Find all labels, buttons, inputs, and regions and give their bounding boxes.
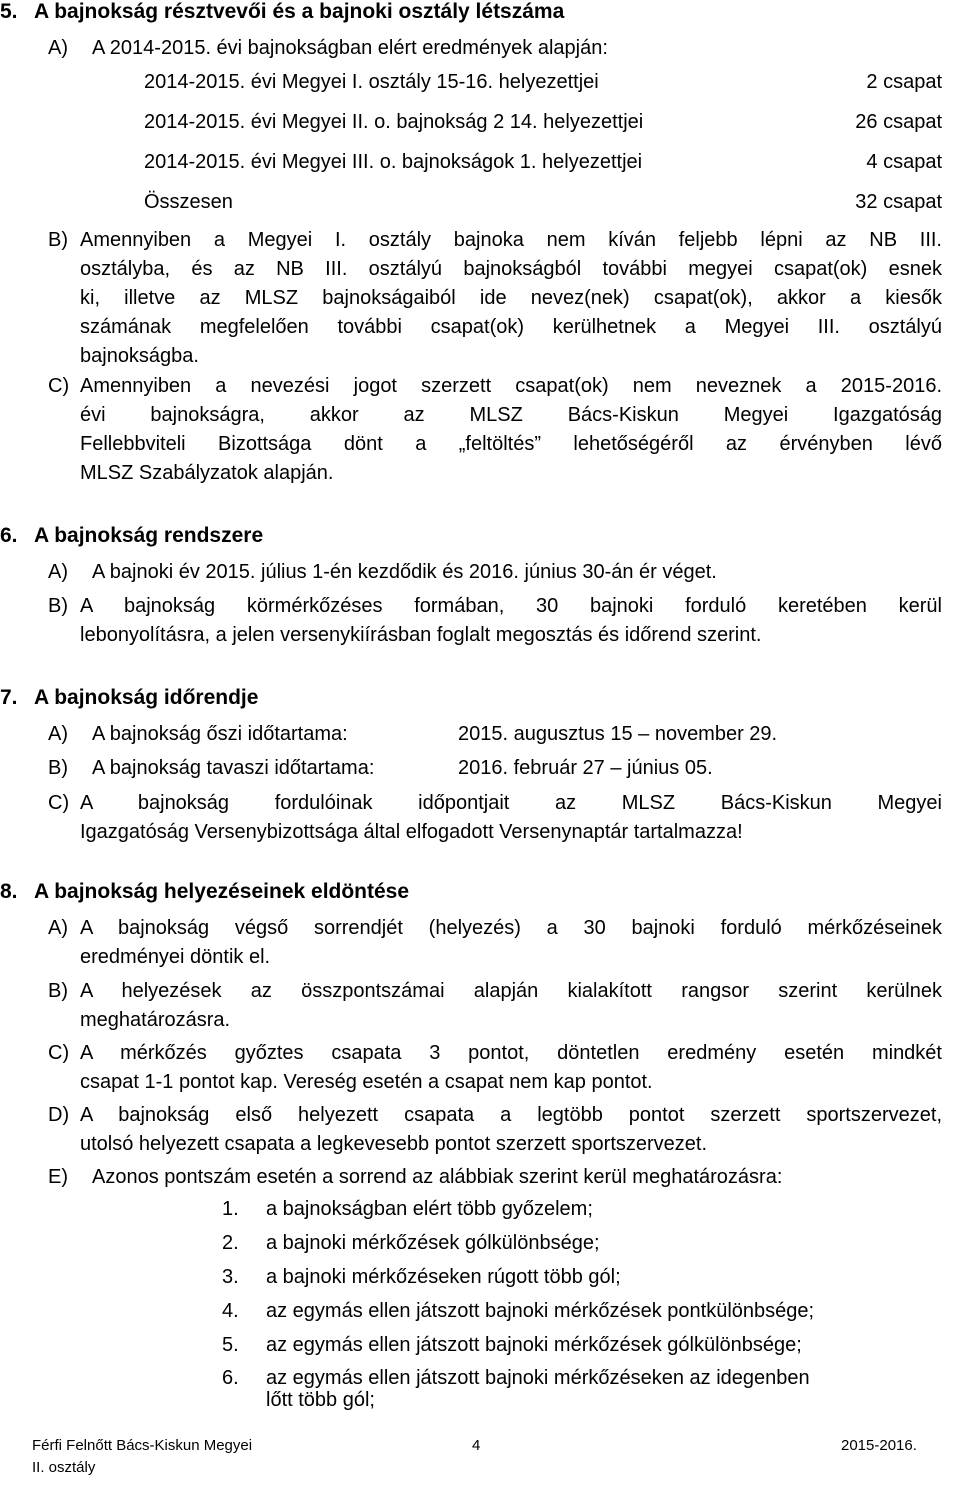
label-8e: E) [48,1166,68,1188]
text-5a: A 2014-2015. évi bajnokságban elért eredmények alapján: [92,37,608,59]
label-8b: B) [48,980,68,1002]
text-5b-l1: Amennyiben a Megyei I. osztály bajnoka nem kíván feljebb lépni az NB III. [80,229,942,251]
text-8b-l1: A helyezések az összpontszámai alapján kialakított rangsor szerint kerülnek [80,980,942,1002]
text-5b-l4: számának megfelelően további csapat(ok) kerülhetnek a Megyei III. osztályú [80,316,942,338]
row-value-2: 26 csapat [855,111,942,133]
text-5b-l2: osztályba, és az NB III. osztályú bajnokságból további megyei csapat(ok) esnek [80,258,942,280]
list-item: az egymás ellen játszott bajnoki mérkőzések gólkülönbsége; [266,1334,802,1356]
label-7a: A) [48,723,68,745]
label-6b: B) [48,595,68,617]
label-5c: C) [48,375,70,397]
row-value-3: 4 csapat [866,151,942,173]
text-8c-l2: csapat 1-1 pontot kap. Vereség esetén a csapat nem kap pontot. [80,1071,653,1093]
text-7a-key: A bajnokság őszi időtartama: [92,723,348,745]
label-7b: B) [48,757,68,779]
text-5c-l1: Amennyiben a nevezési jogot szerzett csapat(ok) nem neveznek a 2015-2016. [80,375,942,397]
list-item-number: 5. [222,1334,239,1356]
text-8d-l1: A bajnokság első helyezett csapata a legtöbb pontot szerzett sportszervezet, [80,1104,942,1126]
text-6a: A bajnoki év 2015. július 1-én kezdődik és 2016. június 30-án ér véget. [92,561,717,583]
list-item-continuation: lőtt több gól; [266,1389,375,1411]
text-7a-value: 2015. augusztus 15 – november 29. [458,723,778,745]
list-item: az egymás ellen játszott bajnoki mérkőzéseken az idegenben [266,1367,810,1389]
page-number: 4 [472,1437,481,1454]
row-label-2: 2014-2015. évi Megyei II. o. bajnokság 2 14. helyezettjei [144,111,644,133]
label-7c: C) [48,792,70,814]
text-5b-l3: ki, illetve az MLSZ bajnokságaiból ide nevez(nek) csapat(ok), akkor a kiesők [80,287,942,309]
list-item: a bajnoki mérkőzéseken rúgott több gól; [266,1266,621,1288]
list-item-number: 1. [222,1198,239,1220]
label-5a: A) [48,37,68,59]
text-5c-l2: évi bajnokságra, akkor az MLSZ Bács-Kiskun Megyei Igazgatóság [80,404,942,426]
section-8-heading: 8. A bajnokság helyezéseinek eldöntése [0,880,410,903]
list-item-number: 3. [222,1266,239,1288]
text-7b-key: A bajnokság tavaszi időtartama: [92,757,375,779]
label-5b: B) [48,229,68,251]
text-6b-l1: A bajnokság körmérkőzéses formában, 30 bajnoki forduló keretében kerül [80,595,942,617]
label-8c: C) [48,1042,70,1064]
list-item: a bajnokságban elért több győzelem; [266,1198,593,1220]
row-value-total: 32 csapat [855,191,942,213]
text-7c-l1: A bajnokság fordulóinak időpontjait az MLSZ Bács-Kiskun Megyei [80,792,942,814]
text-5c-l4: MLSZ Szabályzatok alapján. [80,462,334,484]
text-7c-l2: Igazgatóság Versenybizottsága által elfogadott Versenynaptár tartalmazza! [80,821,743,843]
text-6b-l2: lebonyolításra, a jelen versenykiírásban foglalt megosztás és időrend szerint. [80,624,762,646]
label-6a: A) [48,561,68,583]
section-6-heading: 6. A bajnokság rendszere [0,524,264,547]
list-item-number: 4. [222,1300,239,1322]
text-5c-l3: Fellebbviteli Bizottsága dönt a „feltöltés” lehetőségéről az érvényben lévő [80,433,942,455]
text-5b-l5: bajnokságba. [80,345,199,367]
text-8d-l2: utolsó helyezett csapata a legkevesebb pontot szerzett sportszervezet. [80,1133,708,1155]
text-7b-value: 2016. február 27 – június 05. [458,757,713,779]
label-8d: D) [48,1104,70,1126]
text-8c-l1: A mérkőzés győztes csapata 3 pontot, döntetlen eredmény esetén mindkét [80,1042,942,1064]
text-8b-l2: meghatározásra. [80,1009,231,1031]
label-8a: A) [48,917,68,939]
section-5-heading: 5. A bajnokság résztvevői és a bajnoki osztály létszáma [0,0,565,23]
text-8a-l1: A bajnokság végső sorrendjét (helyezés) a 30 bajnoki forduló mérkőzéseinek [80,917,942,939]
footer-season: 2015-2016. [841,1437,917,1454]
footer-title-line1: Férfi Felnőtt Bács-Kiskun Megyei [32,1437,253,1454]
list-item: a bajnoki mérkőzések gólkülönbsége; [266,1232,600,1254]
list-item: az egymás ellen játszott bajnoki mérkőzések pontkülönbsége; [266,1300,815,1322]
section-7-heading: 7. A bajnokság időrendje [0,686,259,709]
row-label-3: 2014-2015. évi Megyei III. o. bajnokságok 1. helyezettjei [144,151,643,173]
text-8a-l2: eredményei döntik el. [80,946,271,968]
footer-title-line2: II. osztály [32,1459,96,1476]
list-item-number: 6. [222,1367,239,1389]
row-label-total: Összesen [144,191,233,213]
row-label-1: 2014-2015. évi Megyei I. osztály 15-16. helyezettjei [144,71,599,93]
list-item-number: 2. [222,1232,239,1254]
row-value-1: 2 csapat [866,71,942,93]
text-8e: Azonos pontszám esetén a sorrend az alábbiak szerint kerül meghatározásra: [92,1166,783,1188]
